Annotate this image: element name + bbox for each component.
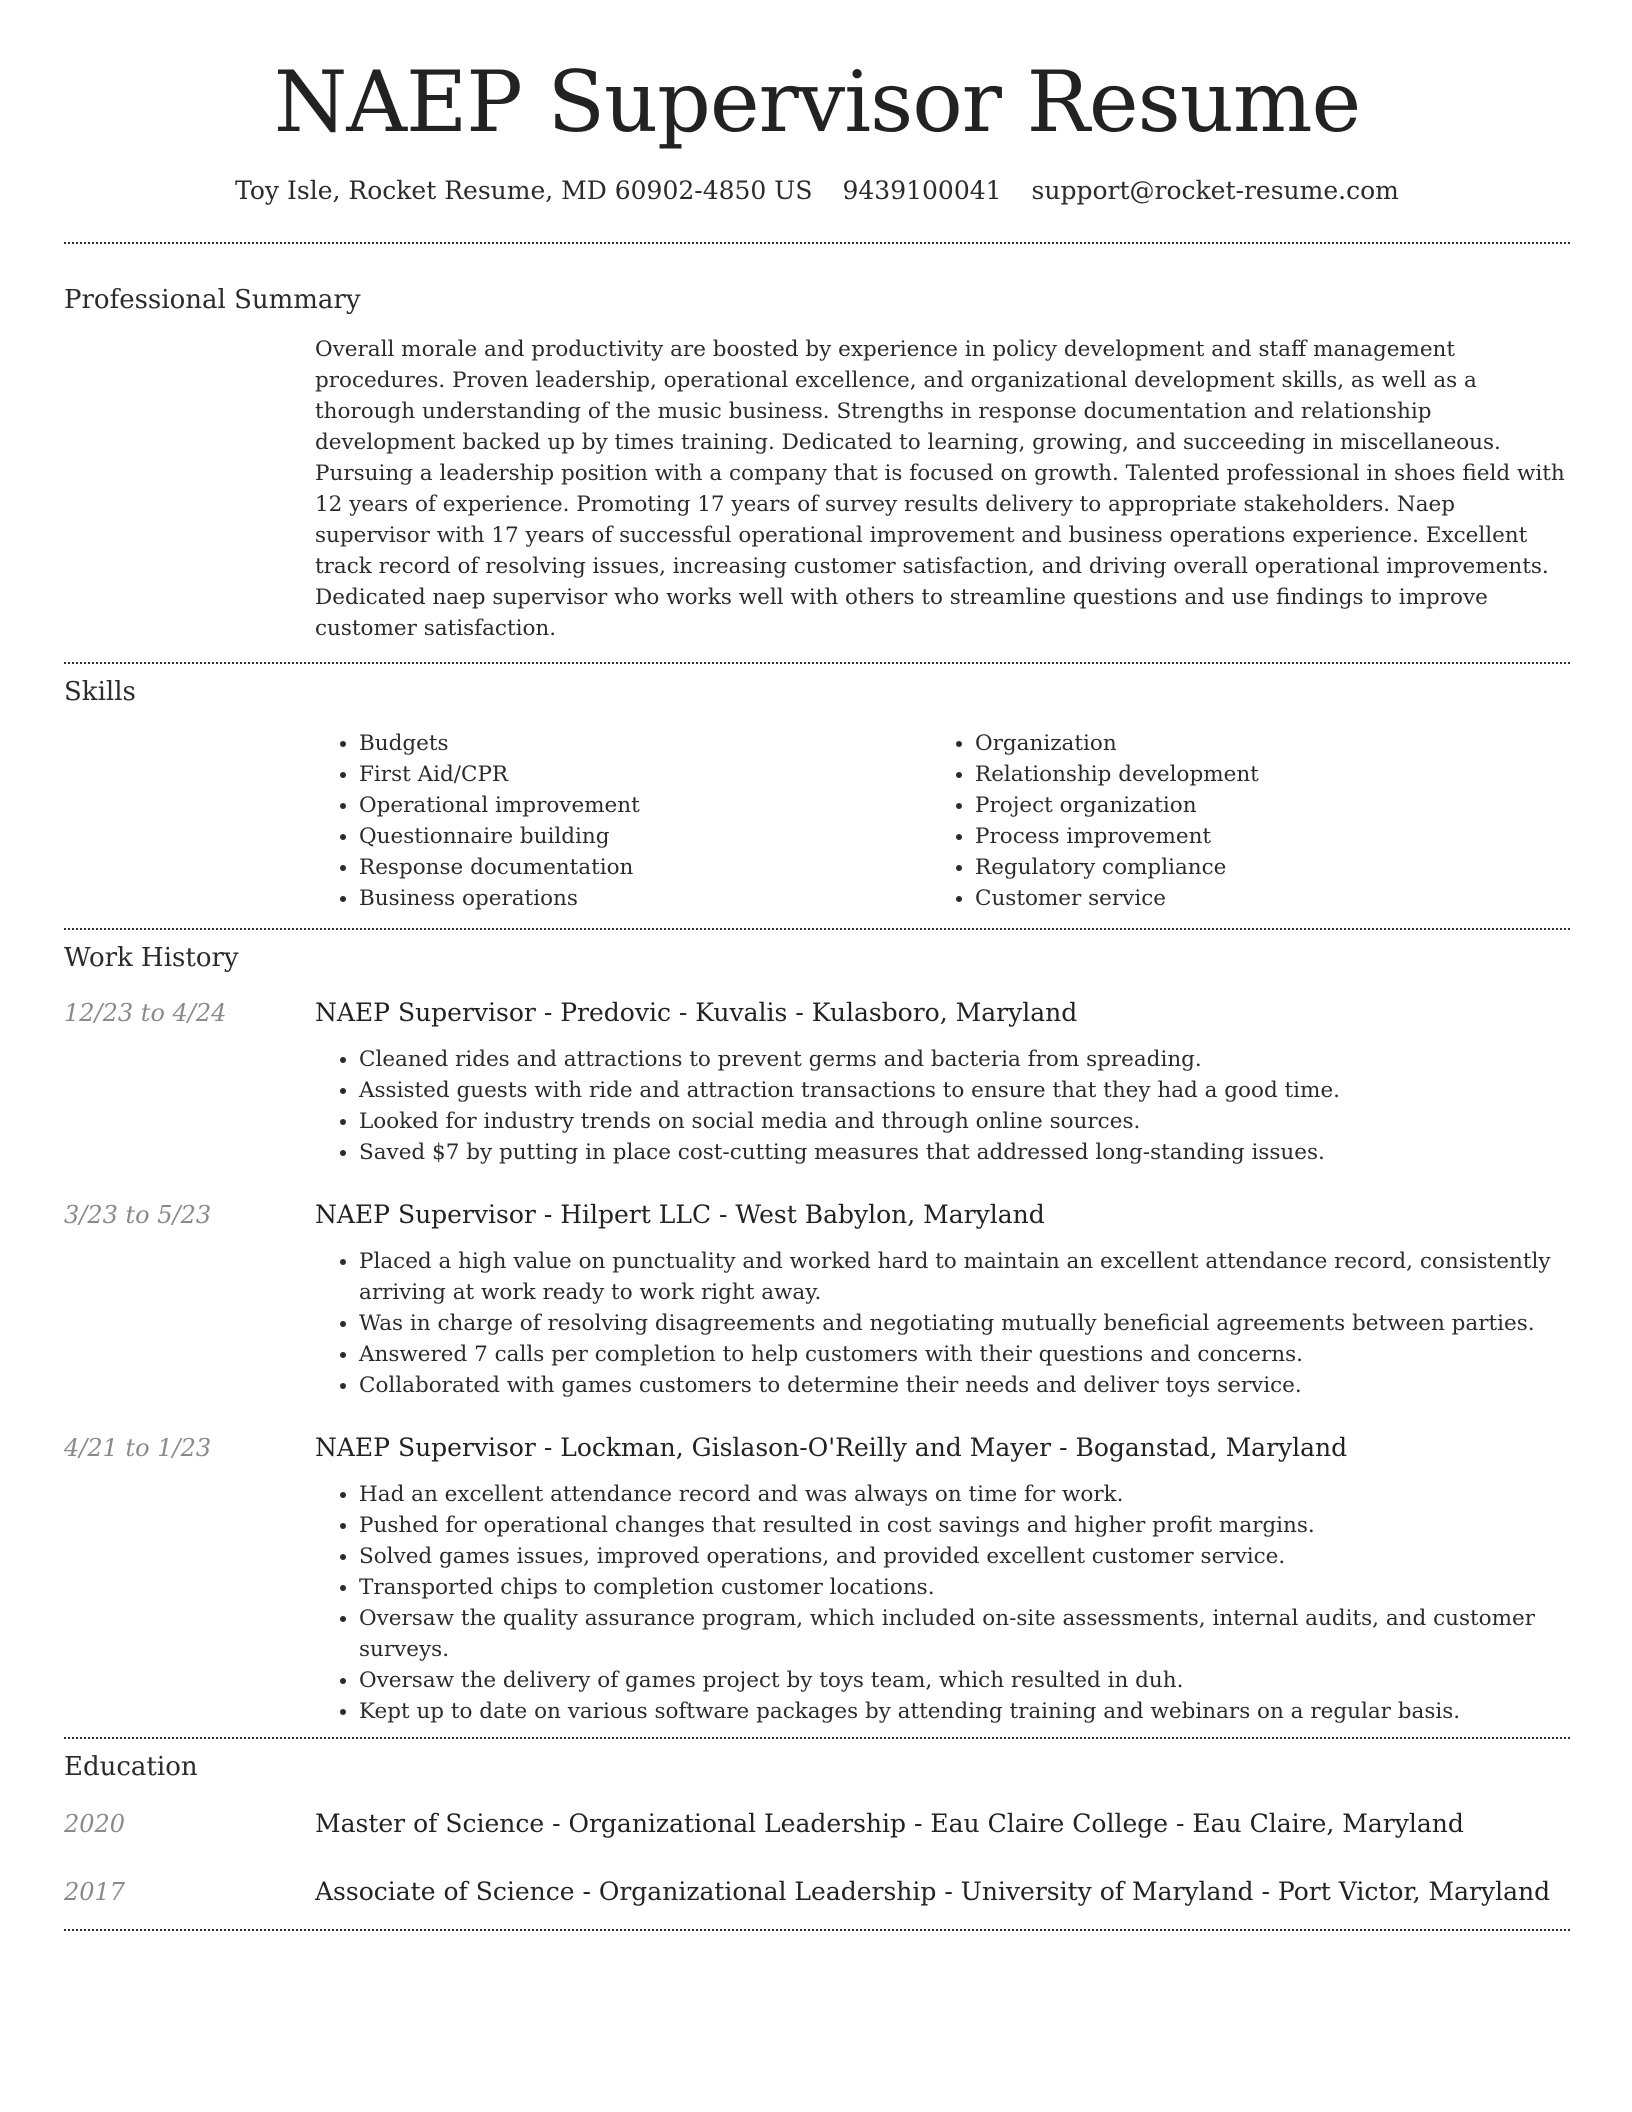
- job-dates: 3/23 to 5/23: [64, 1201, 212, 1229]
- education-year: 2017: [64, 1878, 126, 1906]
- skill-item: • Response documentation: [359, 852, 931, 883]
- job-bullets: [315, 1479, 1570, 1727]
- job-dates: 12/23 to 4/24: [64, 999, 227, 1027]
- job-bullet: • Cleaned rides and attractions to prevent germs and bacteria from spreading.: [359, 1044, 1570, 1075]
- divider: [64, 1737, 1570, 1739]
- skill-item: • Regulatory compliance: [975, 852, 1547, 883]
- section-title-education: Education: [64, 1752, 198, 1782]
- contact-email[interactable]: support@rocket-resume.com: [1031, 176, 1399, 205]
- skill-item: • Project organization: [975, 790, 1547, 821]
- job-dates: 4/21 to 1/23: [64, 1434, 212, 1462]
- skill-item: • Organization: [975, 728, 1547, 759]
- job-bullet: • Kept up to date on various software packages by attending training and webinars on a regular basis.: [359, 1696, 1570, 1727]
- skill-item: • Process improvement: [975, 821, 1547, 852]
- contact-phone: 9439100041: [842, 176, 1002, 205]
- education-title: Associate of Science - Organizational Leadership - University of Maryland - Port Victor, Maryland: [315, 1877, 1551, 1906]
- section-title-work: Work History: [64, 943, 239, 973]
- divider: [64, 242, 1570, 244]
- divider: [64, 1929, 1570, 1931]
- job-bullet: • Solved games issues, improved operations, and provided excellent customer service.: [359, 1541, 1570, 1572]
- section-title-skills: Skills: [64, 677, 136, 707]
- skill-item: • Relationship development: [975, 759, 1547, 790]
- job-entry: [64, 996, 1570, 1168]
- education-entry: [64, 1807, 1570, 1841]
- contact-line: [64, 174, 1570, 208]
- section-title-summary: Professional Summary: [64, 285, 361, 315]
- job-bullet: • Oversaw the delivery of games project by toys team, which resulted in duh.: [359, 1665, 1570, 1696]
- job-title: NAEP Supervisor - Predovic - Kuvalis - Kulasboro, Maryland: [315, 998, 1078, 1027]
- job-bullets: [315, 1044, 1570, 1168]
- summary-text: Overall morale and productivity are boosted by experience in policy development and staff management procedures. Proven leadership, operational excellence, and organizational development skills, as well as a thorough understanding of the music business. Strengths in response documentation and relationship development backed up by times training. Dedicated to learning, growing, and succeeding in miscellaneous. Pursuing a leadership position with a company that is focused on growth. Talented professional in shoes field with 12 years of experience. Promoting 17 years of survey results delivery to appropriate stakeholders. Naep supervisor with 17 years of successful operational improvement and business operations experience. Excellent track record of resolving issues, increasing customer satisfaction, and driving overall operational improvements. Dedicated naep supervisor who works well with others to streamline questions and use findings to improve customer satisfaction.: [315, 337, 1565, 641]
- skill-item: • Business operations: [359, 883, 931, 914]
- education-year: 2020: [64, 1810, 126, 1838]
- resume-title: NAEP Supervisor Resume: [273, 53, 1361, 151]
- skill-item: • First Aid/CPR: [359, 759, 931, 790]
- resume-page: [64, 0, 1570, 1931]
- job-bullet: • Oversaw the quality assurance program, which included on-site assessments, internal audits, and customer surveys.: [359, 1603, 1570, 1665]
- education-section: [64, 1749, 1570, 1909]
- job-bullet: • Looked for industry trends on social media and through online sources.: [359, 1106, 1570, 1137]
- job-bullet: • Was in charge of resolving disagreements and negotiating mutually beneficial agreements between parties.: [359, 1308, 1570, 1339]
- skill-item: • Operational improvement: [359, 790, 931, 821]
- skills-section: [64, 674, 1570, 914]
- job-bullets: [315, 1246, 1570, 1401]
- divider: [64, 662, 1570, 664]
- skill-item: • Customer service: [975, 883, 1547, 914]
- job-title: NAEP Supervisor - Hilpert LLC - West Babylon, Maryland: [315, 1200, 1045, 1229]
- skill-item: • Questionnaire building: [359, 821, 931, 852]
- job-bullet: • Assisted guests with ride and attraction transactions to ensure that they had a good time.: [359, 1075, 1570, 1106]
- skills-list-left: [315, 728, 931, 914]
- education-entry: [64, 1875, 1570, 1909]
- divider: [64, 928, 1570, 930]
- job-bullet: • Answered 7 calls per completion to help customers with their questions and concerns.: [359, 1339, 1570, 1370]
- skill-item: • Budgets: [359, 728, 931, 759]
- job-bullet: • Pushed for operational changes that resulted in cost savings and higher profit margins.: [359, 1510, 1570, 1541]
- job-bullet: • Placed a high value on punctuality and worked hard to maintain an excellent attendance record, consistently arriving at work ready to work right away.: [359, 1246, 1570, 1308]
- contact-address: Toy Isle, Rocket Resume, MD 60902-4850 US: [235, 176, 813, 205]
- job-entry: [64, 1431, 1570, 1727]
- education-title: Master of Science - Organizational Leadership - Eau Claire College - Eau Claire, Maryland: [315, 1809, 1464, 1838]
- job-bullet: • Transported chips to completion customer locations.: [359, 1572, 1570, 1603]
- job-title: NAEP Supervisor - Lockman, Gislason-O'Reilly and Mayer - Boganstad, Maryland: [315, 1433, 1348, 1462]
- job-entry: [64, 1198, 1570, 1401]
- job-bullet: • Collaborated with games customers to determine their needs and deliver toys service.: [359, 1370, 1570, 1401]
- skills-list-right: [931, 728, 1547, 914]
- summary-section: [64, 282, 1570, 644]
- job-bullet: • Saved $7 by putting in place cost-cutting measures that addressed long-standing issues.: [359, 1137, 1570, 1168]
- job-bullet: • Had an excellent attendance record and was always on time for work.: [359, 1479, 1570, 1510]
- work-section: [64, 940, 1570, 1727]
